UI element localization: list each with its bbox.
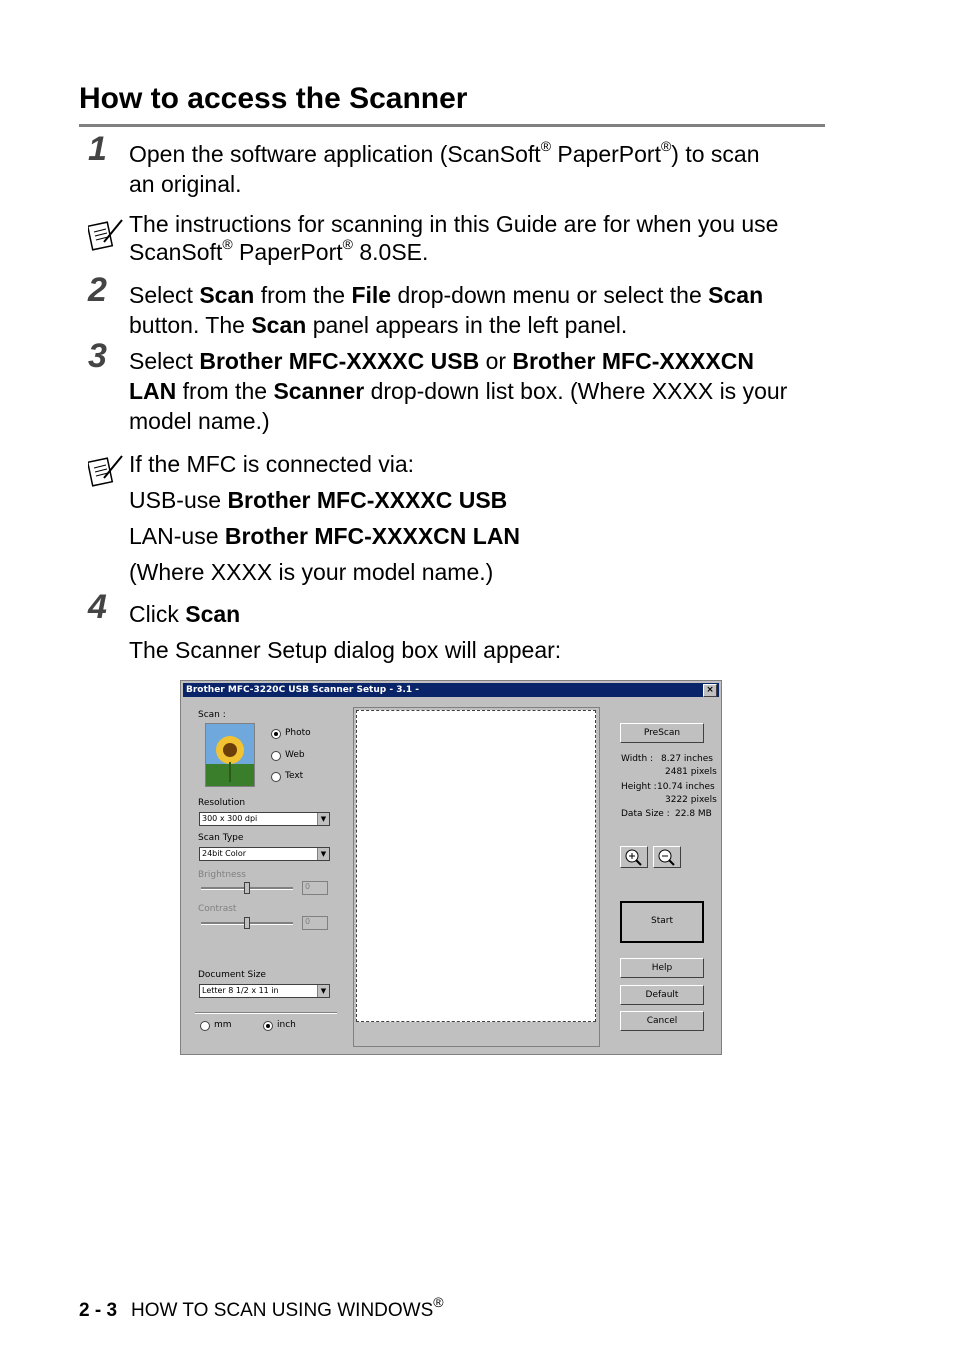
chevron-down-icon[interactable]: ▼: [317, 985, 329, 997]
step-3-text: Select Brother MFC-XXXXC USB or Brother MFC-XXXXCN LAN from the Scanner drop-down list box. (Where XXXX is your model name.): [129, 348, 788, 434]
step-1-text: Open the software application (ScanSoft® PaperPort®) to scan an original.: [129, 138, 760, 197]
note-1-text: The instructions for scanning in this Guide are for when you use ScanSoft® PaperPort® 8.0SE.: [129, 211, 779, 265]
step-number-3: 3: [88, 337, 107, 375]
scan-type-select[interactable]: [199, 847, 330, 861]
default-button[interactable]: Default: [620, 985, 704, 1005]
contrast-slider-thumb[interactable]: [244, 917, 250, 929]
page-number: 2 - 3: [79, 1300, 118, 1321]
mm-label: mm: [214, 1020, 232, 1030]
width-inches: 8.27 inches: [661, 754, 713, 764]
divider: [195, 1012, 337, 1014]
resolution-select[interactable]: [199, 812, 330, 826]
zoom-in-button[interactable]: [620, 846, 648, 868]
inch-label: inch: [277, 1020, 296, 1030]
preview-page: [356, 710, 596, 1022]
cancel-button[interactable]: Cancel: [620, 1011, 704, 1031]
dialog-title-bar: [183, 683, 719, 697]
data-size-label: Data Size :: [621, 809, 670, 819]
scan-type-label: Scan Type: [198, 833, 244, 843]
document-size-value: Letter 8 1/2 x 11 in: [202, 986, 279, 995]
chevron-down-icon[interactable]: ▼: [317, 813, 329, 825]
resolution-label: Resolution: [198, 798, 246, 808]
help-button[interactable]: Help: [620, 958, 704, 978]
prescan-button[interactable]: PreScan: [620, 723, 704, 743]
dialog-title: Brother MFC-3220C USB Scanner Setup - 3.1 -: [186, 685, 420, 695]
contrast-label: Contrast: [198, 904, 237, 914]
text-label: Text: [285, 771, 304, 781]
document-size-label: Document Size: [198, 970, 266, 980]
mm-radio[interactable]: [200, 1021, 210, 1031]
web-label: Web: [285, 750, 305, 760]
magnifier-minus-icon: [654, 847, 680, 867]
document-size-select[interactable]: [199, 984, 330, 998]
note-pencil-icon: [88, 216, 124, 252]
width-pixels: 2481 pixels: [665, 767, 717, 777]
step-4-text: Click Scan The Scanner Setup dialog box will appear:: [129, 601, 562, 663]
chevron-down-icon[interactable]: ▼: [317, 848, 329, 860]
footer-reg: ®: [433, 1293, 444, 1310]
photo-label: Photo: [285, 728, 311, 738]
magnifier-plus-icon: [621, 847, 647, 867]
text-radio[interactable]: [271, 772, 281, 782]
photo-radio[interactable]: [271, 729, 281, 739]
step-number-4: 4: [88, 588, 107, 626]
brightness-slider-thumb[interactable]: [244, 882, 250, 894]
data-size-value: 22.8 MB: [675, 809, 712, 819]
brightness-label: Brightness: [198, 870, 246, 880]
step-2-text: Select Scan from the File drop-down menu or select the Scan button. The Scan panel appears in the left panel.: [129, 282, 764, 338]
width-label: Width :: [621, 754, 654, 764]
preview-area[interactable]: [353, 707, 600, 1047]
photo-thumbnail: [205, 723, 255, 787]
contrast-value[interactable]: 0: [302, 916, 328, 930]
inch-radio[interactable]: [263, 1021, 273, 1031]
resolution-value: 300 x 300 dpi: [202, 814, 258, 823]
height-pixels: 3222 pixels: [665, 795, 717, 805]
scanner-setup-dialog: [180, 680, 722, 1055]
height-inches: 10.74 inches: [657, 782, 715, 792]
footer-text: HOW TO SCAN USING WINDOWS: [131, 1300, 434, 1321]
zoom-out-button[interactable]: [653, 846, 681, 868]
height-label: Height :: [621, 782, 657, 792]
note-pencil-icon: [88, 452, 124, 488]
page-footer: [79, 1293, 444, 1322]
scan-label: Scan :: [198, 710, 226, 720]
title-rule: [79, 124, 825, 127]
page-title: How to access the Scanner: [79, 82, 468, 115]
step-number-1: 1: [88, 130, 107, 168]
web-radio[interactable]: [271, 751, 281, 761]
note-2-text: If the MFC is connected via: USB-use Brother MFC-XXXXC USB LAN-use Brother MFC-XXXXCN LAN (Where XXXX is your model name.): [129, 451, 521, 585]
sunflower-icon: [206, 724, 254, 786]
step-number-2: 2: [88, 271, 107, 309]
close-button[interactable]: ×: [703, 684, 717, 697]
start-button[interactable]: Start: [620, 901, 704, 943]
scan-type-value: 24bit Color: [202, 849, 247, 858]
brightness-value[interactable]: 0: [302, 881, 328, 895]
